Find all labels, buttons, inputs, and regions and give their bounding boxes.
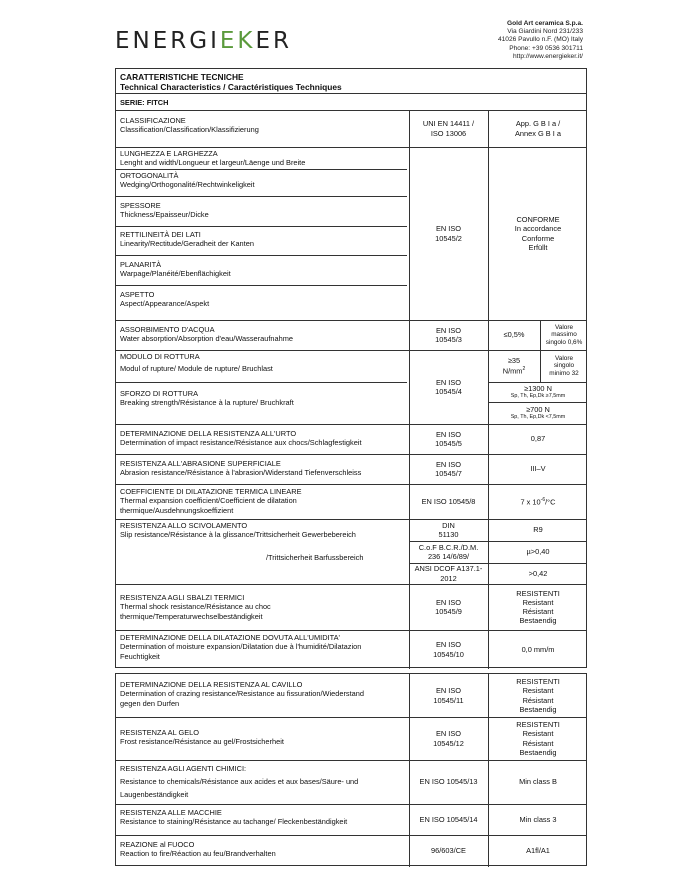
value-urto: 0,87 <box>530 434 546 444</box>
norm-group-10545-2: EN ISO 10545/2 <box>435 224 462 243</box>
norm-cof-bcr: C.o.F B.C.R./D.M. 236 14/6/89/ <box>418 542 479 561</box>
norm-dilatazione: EN ISO 10545/8 <box>421 496 476 506</box>
value-ansi: >0,42 <box>528 568 548 578</box>
norm-fuoco: 96/603/CE <box>431 846 466 856</box>
norm-rottura: EN ISO 10545/4 <box>435 377 462 396</box>
value-modulo: ≥35 $N/mm^2$ <box>502 356 526 376</box>
row-modulo: MODULO DI ROTTURA Modul of rupture/ Module de rupture/ Bruchlast <box>120 352 273 374</box>
technical-table-upper <box>115 68 587 668</box>
norm-din-51130: DIN 51130 <box>438 520 459 539</box>
row-classificazione: CLASSIFICAZIONE Classification/Classification/Klassifizierung <box>120 116 259 135</box>
note-modulo: Valore singolo minimo 32 <box>549 355 579 377</box>
row-umidita: DETERMINAZIONE DELLA DILATAZIONE DOVUTA ALL'UMIDITA' Determination of moisture expansion/Dilatation due à l'humidité/Dilatazion Feuchtigkeit <box>120 633 362 661</box>
row-urto: DETERMINAZIONE DELLA RESISTENZA ALL'URTO Determination of impact resistance/Résistance aux chocs/Schlagfestigkeit <box>120 429 362 448</box>
note-assorbimento: Valore massimo singolo 0,6% <box>545 324 583 346</box>
norm-cavillo: EN ISO 10545/11 <box>433 686 464 705</box>
norm-abrasione: EN ISO 10545/7 <box>435 459 462 478</box>
value-sforzo-1: ≥1300 N Sp, Th, Ep,Dk ≥7,5mm <box>510 384 566 400</box>
row-gelo: RESISTENZA AL GELO Frost resistance/Résistance au gel/Frostsicherheit <box>120 728 284 747</box>
row-rettilineita: RETTILINEITÀ DEI LATI Linearity/Rectitude/Geradheit der Kanten <box>120 230 254 249</box>
value-umidita: 0,0 mm/m <box>521 644 555 654</box>
row-scivolamento: RESISTENZA ALLO SCIVOLAMENTO Slip resistance/Résistance à la glissance/Trittsicherheit Gewerbebereich <box>120 521 356 540</box>
value-fuoco: A1fl/A1 <box>526 846 550 856</box>
row-sbalzi: RESISTENZA AGLI SBALZI TERMICI Thermal shock resistance/Résistance au choc thermique/Temperaturwechselbeständigkeit <box>120 593 271 621</box>
serie-label: SERIE: FITCH <box>120 98 169 107</box>
row-assorbimento: ASSORBIMENTO D'ACQUA Water absorption/Absorption d'eau/Wasseraufnahme <box>120 325 293 344</box>
norm-gelo: EN ISO 10545/12 <box>433 729 464 748</box>
row-sforzo: SFORZO DI ROTTURA Breaking strength/Résistance à la rupture/ Bruchkraft <box>120 389 294 408</box>
norm-chimici: EN ISO 10545/13 <box>419 777 478 787</box>
row-scivolamento-barefoot: /Trittsicherheit Barfussbereich <box>266 553 364 562</box>
norm-assorbimento: EN ISO 10545/3 <box>435 325 462 344</box>
row-aspetto: ASPETTO Aspect/Appearance/Aspekt <box>120 290 210 309</box>
company-website[interactable]: http://www.energieker.it/ <box>513 52 583 60</box>
norm-macchie: EN ISO 10545/14 <box>419 814 478 824</box>
value-chimici: Min class B <box>519 777 557 787</box>
row-cavillo: DETERMINAZIONE DELLA RESISTENZA AL CAVILLO Determination of crazing resistance/Resistance au fissuration/Wiederstand gegen den Durfen <box>120 680 365 708</box>
norm-classificazione: UNI EN 14411 / ISO 13006 <box>422 119 475 138</box>
value-mu: µ>0,40 <box>526 547 550 557</box>
row-macchie: RESISTENZA ALLE MACCHIE Resistance to staining/Résistance au tachange/ Fleckenbeständigkeit <box>120 808 348 827</box>
row-abrasione: RESISTENZA ALL'ABRASIONE SUPERFICIALE Abrasion resistance/Résistance à l'abrasion/Widerstand Tiefenverschleiss <box>120 459 362 478</box>
value-macchie: Min class 3 <box>519 814 557 824</box>
energieker-logo: ENERGIEKER <box>115 28 292 54</box>
value-dilatazione: 7 x $10^{-6}/^\circ C$ <box>520 497 556 507</box>
value-assorbimento: ≤0,5% <box>503 330 525 340</box>
row-dilatazione: COEFFICIENTE DI DILATAZIONE TERMICA LINEARE Thermal expansion coefficient/Coefficient de dilatation thermique/Ausdehnungskoeffizient <box>120 487 302 515</box>
table-title: CARATTERISTICHE TECNICHE Technical Characteristics / Caractéristiques Techniques <box>120 72 342 92</box>
company-address: Via Giardini Nord 231/233 <box>507 28 583 36</box>
value-classificazione: App. G B I a / Annex G B I a <box>514 119 561 138</box>
norm-urto: EN ISO 10545/5 <box>435 429 462 448</box>
value-cavillo: RESISTENTI Resistant Résistant Bestaendig <box>516 677 560 714</box>
norm-umidita: EN ISO 10545/10 <box>433 640 464 659</box>
norm-ansi-dcof: ANSI DCOF A137.1- 2012 <box>414 564 483 583</box>
company-city: 41026 Pavullo n.F. (MO) Italy <box>497 36 583 44</box>
value-sforzo-2: ≥700 N Sp, Th, Ep,Dk <7,5mm <box>510 405 566 421</box>
row-chimici: RESISTENZA AGLI AGENTI CHIMICI: Resistance to chemicals/Résistance aux acides et aux bases/Säure- und Laugenbeständigkeit <box>120 764 359 799</box>
row-fuoco: REAZIONE al FUOCO Reaction to fire/Réaction au feu/Brandverhalten <box>120 840 276 859</box>
company-phone: Phone: +39 0536 301711 <box>509 44 583 52</box>
row-lunghezza: LUNGHEZZA E LARGHEZZA Lenght and width/Longueur et largeur/Läenge und Breite <box>120 149 306 168</box>
row-ortogonalita: ORTOGONALITÀ Wedging/Orthogonalité/Rechtwinkeligkeit <box>120 171 255 190</box>
row-planarita: PLANARITÀ Warpage/Planéité/Ebenflächigkeit <box>120 260 231 279</box>
company-name: Gold Art ceramica S.p.a. <box>507 20 583 27</box>
value-conforme: CONFORME In accordance Conforme Erfüllt <box>514 215 562 252</box>
norm-sbalzi: EN ISO 10545/9 <box>435 597 462 616</box>
value-abrasione: III–V <box>530 464 546 474</box>
technical-table-lower <box>115 673 587 866</box>
value-sbalzi: RESISTENTI Resistant Résistant Bestaendig <box>516 588 560 626</box>
row-spessore: SPESSORE Thickness/Epaisseur/Dicke <box>120 201 209 220</box>
company-info <box>498 20 583 61</box>
value-r9: R9 <box>533 525 543 535</box>
value-gelo: RESISTENTI Resistant Résistant Bestaendig <box>516 720 560 757</box>
